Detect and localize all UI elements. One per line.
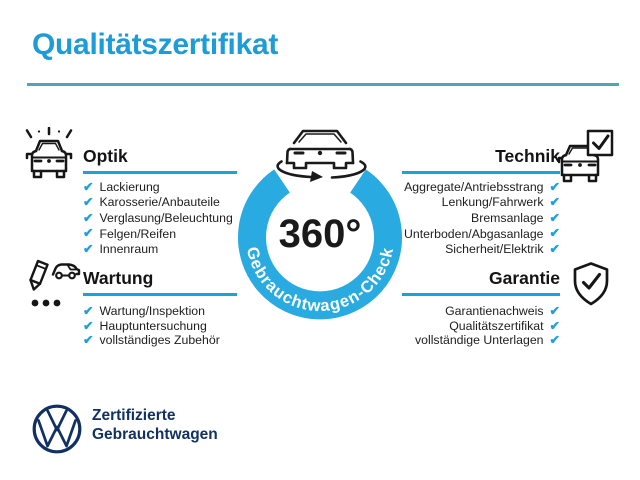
footer-line1: Zertifizierte xyxy=(92,407,176,424)
page-title: Qualitätszertifikat xyxy=(32,28,279,61)
check-icon: ✔ xyxy=(83,304,94,319)
item-label: Aggregate/Antriebsstrang xyxy=(404,179,544,194)
degree-label: 360° xyxy=(278,212,362,256)
check-icon: ✔ xyxy=(83,179,94,194)
item-label: Lackierung xyxy=(99,179,160,194)
item-label: Karosserie/Anbauteile xyxy=(99,195,220,210)
item-label: Unterboden/Abgasanlage xyxy=(404,226,544,241)
ring-label: Gebrauchtwagen-Check xyxy=(242,245,398,316)
car-360-rotation-icon xyxy=(278,131,366,182)
item-label: Hauptuntersuchung xyxy=(99,318,207,333)
item-label: Felgen/Reifen xyxy=(99,226,177,241)
check-icon: ✔ xyxy=(83,318,94,333)
check-icon: ✔ xyxy=(549,318,560,333)
item-label: Garantienachweis xyxy=(445,304,544,319)
check-icon: ✔ xyxy=(549,226,560,241)
check-icon: ✔ xyxy=(83,210,94,225)
item-label: vollständige Unterlagen xyxy=(414,333,544,348)
check-icon: ✔ xyxy=(549,179,560,194)
item-label: Wartung/Inspektion xyxy=(99,304,205,319)
check-icon: ✔ xyxy=(83,333,94,348)
footer-line2: Gebrauchtwagen xyxy=(92,426,218,443)
section-title-garantie: Garantie xyxy=(489,268,560,288)
item-label: Qualitätszertifikat xyxy=(449,318,544,333)
check-icon: ✔ xyxy=(83,226,94,241)
item-label: Bremsanlage xyxy=(471,210,544,225)
check-icon: ✔ xyxy=(549,333,560,348)
check-icon: ✔ xyxy=(549,210,560,225)
section-title-optik: Optik xyxy=(83,146,128,166)
check-icon: ✔ xyxy=(549,195,560,210)
check-icon: ✔ xyxy=(83,241,94,256)
check-icon: ✔ xyxy=(549,304,560,319)
item-label: vollständiges Zubehör xyxy=(99,333,220,348)
vw-logo xyxy=(31,403,83,455)
section-title-wartung: Wartung xyxy=(83,268,154,288)
item-label: Verglasung/Beleuchtung xyxy=(99,210,233,225)
item-label: Lenkung/Fahrwerk xyxy=(441,195,544,210)
item-label: Sicherheit/Elektrik xyxy=(445,242,544,257)
section-title-technik: Technik xyxy=(495,146,560,166)
footer-brand-text xyxy=(92,406,218,444)
check-icon: ✔ xyxy=(549,241,560,256)
item-label: Innenraum xyxy=(99,242,159,257)
check-icon: ✔ xyxy=(83,195,94,210)
